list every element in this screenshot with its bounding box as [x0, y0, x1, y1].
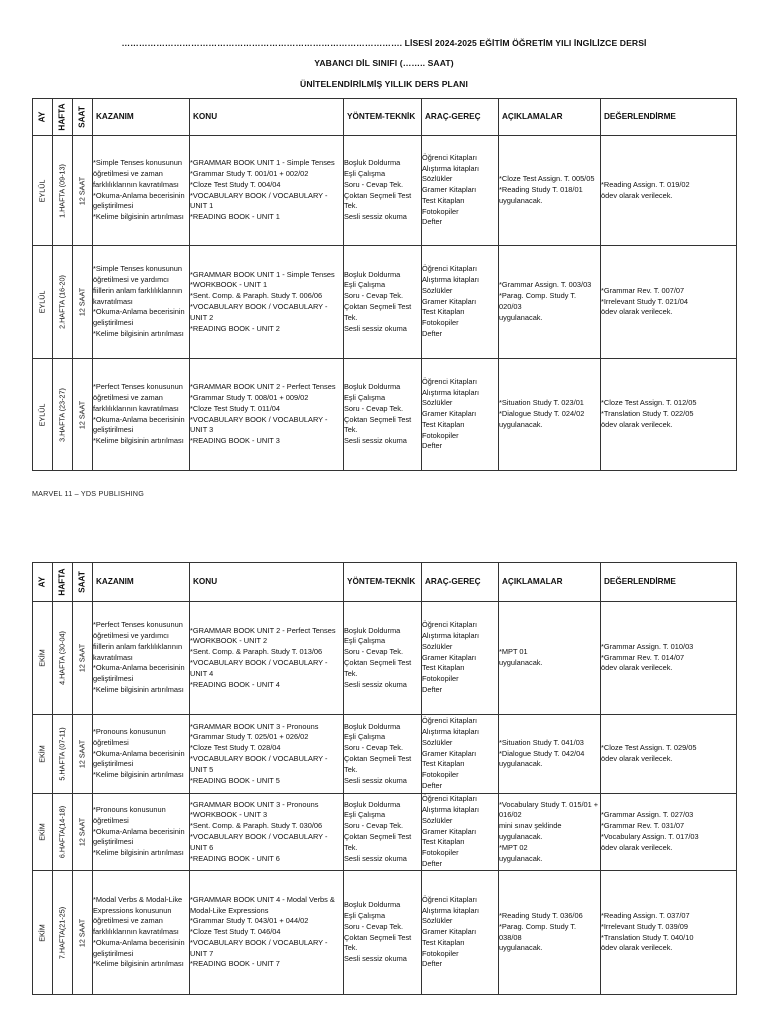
week-yontem-teknik: Boşluk Doldurma Eşli Çalışma Soru - Cevap Tek. Çoktan Seçmeli Test Tek. Sesli sessiz okuma: [344, 136, 422, 246]
header-ay: AY: [33, 563, 53, 602]
week-degerlendirme: *Cloze Test Assign. T. 029/05 ödev olarak verilecek.: [601, 715, 737, 794]
week-konu: *GRAMMAR BOOK UNIT 4 - Modal Verbs & Modal-Like Expressions *Grammar Study T. 043/01 + 044/02 *Cloze Test Study T. 046/04 *VOCABULARY BOOK / VOCABULARY - UNIT 7 *READING BOOK - UNIT 7: [190, 871, 344, 995]
week-saat: 12 SAAT: [73, 136, 93, 246]
header-yontem-teknik: YÖNTEM-TEKNİK: [344, 563, 422, 602]
header-kazanim: KAZANIM: [93, 563, 190, 602]
week-ay: EKİM: [33, 794, 53, 871]
week-row: [33, 359, 737, 471]
table-header-row: [33, 99, 737, 136]
week-degerlendirme: *Grammar Assign. T. 027/03 *Grammar Rev. T. 031/07 *Vocabulary Assign. T. 017/03 ödev olarak verilecek.: [601, 794, 737, 871]
week-hafta: 4.HAFTA (30-04): [53, 602, 73, 715]
week-yontem-teknik: Boşluk Doldurma Eşli Çalışma Soru - Cevap Tek. Çoktan Seçmeli Test Tek. Sesli sessiz okuma: [344, 715, 422, 794]
week-konu: *GRAMMAR BOOK UNIT 2 - Perfect Tenses *Grammar Study T. 008/01 + 009/02 *Cloze Test Study T. 011/04 *VOCABULARY BOOK / VOCABULARY - UNIT 3 *READING BOOK - UNIT 3: [190, 359, 344, 471]
week-ay: EYLÜL: [33, 246, 53, 359]
week-saat: 12 SAAT: [73, 794, 93, 871]
week-konu: *GRAMMAR BOOK UNIT 3 - Pronouns *WORKBOOK - UNIT 3 *Sent. Comp. & Paraph. Study T. 030/06 *VOCABULARY BOOK / VOCABULARY - UNIT 6 *READING BOOK - UNIT 6: [190, 794, 344, 871]
week-saat: 12 SAAT: [73, 359, 93, 471]
header-saat: SAAT: [73, 563, 93, 602]
document-title-line: ……………………………………………………………………………………. LİSESİ 2024-2025 EĞİTİM ÖĞRETİM YILI İNGİLİZCE DERSİ: [121, 38, 647, 48]
week-yontem-teknik: Boşluk Doldurma Eşli Çalışma Soru - Cevap Tek. Çoktan Seçmeli Test Tek. Sesli sessiz okuma: [344, 794, 422, 871]
week-row: [33, 246, 737, 359]
week-saat: 12 SAAT: [73, 246, 93, 359]
week-kazanim: *Simple Tenses konusunun öğretilmesi ve yardımcı fiillerin anlam farklılıklarının kavratılması *Okuma-Anlama becerisinin geliştirilmesi *Kelime bilgisinin artırılması: [93, 246, 190, 359]
week-yontem-teknik: Boşluk Doldurma Eşli Çalışma Soru - Cevap Tek. Çoktan Seçmeli Test Tek. Sesli sessiz okuma: [344, 871, 422, 995]
week-arac-gerec: Öğrenci Kitapları Alıştırma kitapları Sözlükler Gramer Kitapları Test Kitapları Fotokopiler Defter: [422, 602, 499, 715]
week-degerlendirme: *Cloze Test Assign. T. 012/05 *Translation Study T. 022/05 ödev olarak verilecek.: [601, 359, 737, 471]
week-arac-gerec: Öğrenci Kitapları Alıştırma kitapları Sözlükler Gramer Kitapları Test Kitapları Fotokopiler Defter: [422, 246, 499, 359]
header-konu: KONU: [190, 563, 344, 602]
week-kazanim: *Modal Verbs & Modal-Like Expressions konusunun öğretilmesi ve zaman farklılıklarının kavratılması *Okuma-Anlama becerisinin geliştirilmesi *Kelime bilgisinin artırılması: [93, 871, 190, 995]
publisher-footer: MARVEL 11 – YDS PUBLISHING: [32, 489, 144, 498]
week-hafta: 1.HAFTA (09-13): [53, 136, 73, 246]
week-kazanim: *Perfect Tenses konusunun öğretilmesi ve zaman farklılıklarının kavratılması *Okuma-Anlama becerisinin geliştirilmesi *Kelime bilgisinin artırılması: [93, 359, 190, 471]
week-ay: EKİM: [33, 602, 53, 715]
header-aciklamalar: AÇIKLAMALAR: [499, 563, 601, 602]
week-arac-gerec: Öğrenci Kitapları Alıştırma kitapları Sözlükler Gramer Kitapları Test Kitapları Fotokopiler Defter: [422, 871, 499, 995]
week-hafta: 3.HAFTA (23-27): [53, 359, 73, 471]
week-arac-gerec: Öğrenci Kitapları Alıştırma kitapları Sözlükler Gramer Kitapları Test Kitapları Fotokopiler Defter: [422, 794, 499, 871]
table-header-row: [33, 563, 737, 602]
week-aciklamalar: *Cloze Test Assign. T. 005/05 *Reading Study T. 018/01 uygulanacak.: [499, 136, 601, 246]
week-arac-gerec: Öğrenci Kitapları Alıştırma kitapları Sözlükler Gramer Kitapları Test Kitapları Fotokopiler Defter: [422, 359, 499, 471]
week-aciklamalar: *Situation Study T. 041/03 *Dialogue Study T. 042/04 uygulanacak.: [499, 715, 601, 794]
header-hafta: HAFTA: [53, 563, 73, 602]
week-row: [33, 136, 737, 246]
header-arac-gerec: ARAÇ-GEREÇ: [422, 99, 499, 136]
header-degerlendirme: DEĞERLENDİRME: [601, 563, 737, 602]
header-aciklamalar: AÇIKLAMALAR: [499, 99, 601, 136]
week-yontem-teknik: Boşluk Doldurma Eşli Çalışma Soru - Cevap Tek. Çoktan Seçmeli Test Tek. Sesli sessiz okuma: [344, 602, 422, 715]
plan-title: ÜNİTELENDİRİLMİŞ YILLIK DERS PLANI: [300, 79, 468, 89]
week-ay: EKİM: [33, 871, 53, 995]
week-yontem-teknik: Boşluk Doldurma Eşli Çalışma Soru - Cevap Tek. Çoktan Seçmeli Test Tek. Sesli sessiz okuma: [344, 246, 422, 359]
week-row: [33, 794, 737, 871]
week-ay: EKİM: [33, 715, 53, 794]
week-row: [33, 715, 737, 794]
class-hours-line: YABANCI DİL SINIFI (…….. SAAT): [314, 58, 454, 68]
week-kazanim: *Pronouns konusunun öğretilmesi *Okuma-Anlama becerisinin geliştirilmesi *Kelime bilgisinin artırılması: [93, 794, 190, 871]
week-aciklamalar: *Situation Study T. 023/01 *Dialogue Study T. 024/02 uygulanacak.: [499, 359, 601, 471]
header-hafta: HAFTA: [53, 99, 73, 136]
week-aciklamalar: *Vocabulary Study T. 015/01 + 016/02 mini sınav şeklinde uygulanacak. *MPT 02 uygulanacak.: [499, 794, 601, 871]
week-hafta: 2.HAFTA (16-20): [53, 246, 73, 359]
week-arac-gerec: Öğrenci Kitapları Alıştırma kitapları Sözlükler Gramer Kitapları Test Kitapları Fotokopiler Defter: [422, 715, 499, 794]
week-konu: *GRAMMAR BOOK UNIT 1 - Simple Tenses *WORKBOOK - UNIT 1 *Sent. Comp. & Paraph. Study T. 006/06 *VOCABULARY BOOK / VOCABULARY - UNIT 2 *READING BOOK - UNIT 2: [190, 246, 344, 359]
week-degerlendirme: *Reading Assign. T. 037/07 *Irrelevant Study T. 039/09 *Translation Study T. 040/10 ödev olarak verilecek.: [601, 871, 737, 995]
header-degerlendirme: DEĞERLENDİRME: [601, 99, 737, 136]
week-row: [33, 871, 737, 995]
yearly-plan-table-1: [32, 98, 737, 471]
week-aciklamalar: *MPT 01 uygulanacak.: [499, 602, 601, 715]
week-ay: EYLÜL: [33, 359, 53, 471]
header-kazanim: KAZANIM: [93, 99, 190, 136]
week-degerlendirme: *Reading Assign. T. 019/02 ödev olarak verilecek.: [601, 136, 737, 246]
week-degerlendirme: *Grammar Assign. T. 010/03 *Grammar Rev. T. 014/07 ödev olarak verilecek.: [601, 602, 737, 715]
week-konu: *GRAMMAR BOOK UNIT 2 - Perfect Tenses *WORKBOOK - UNIT 2 *Sent. Comp. & Paraph. Study T. 013/06 *VOCABULARY BOOK / VOCABULARY - UNIT 4 *READING BOOK - UNIT 4: [190, 602, 344, 715]
header-arac-gerec: ARAÇ-GEREÇ: [422, 563, 499, 602]
week-degerlendirme: *Grammar Rev. T. 007/07 *Irrelevant Study T. 021/04 ödev olarak verilecek.: [601, 246, 737, 359]
week-hafta: 5.HAFTA (07-11): [53, 715, 73, 794]
week-arac-gerec: Öğrenci Kitapları Alıştırma kitapları Sözlükler Gramer Kitapları Test Kitapları Fotokopiler Defter: [422, 136, 499, 246]
week-aciklamalar: *Grammar Assign. T. 003/03 *Parag. Comp. Study T. 020/03 uygulanacak.: [499, 246, 601, 359]
header-ay: AY: [33, 99, 53, 136]
week-konu: *GRAMMAR BOOK UNIT 3 - Pronouns *Grammar Study T. 025/01 + 026/02 *Cloze Test Study T. 028/04 *VOCABULARY BOOK / VOCABULARY - UNIT 5 *READING BOOK - UNIT 5: [190, 715, 344, 794]
week-yontem-teknik: Boşluk Doldurma Eşli Çalışma Soru - Cevap Tek. Çoktan Seçmeli Test Tek. Sesli sessiz okuma: [344, 359, 422, 471]
week-saat: 12 SAAT: [73, 602, 93, 715]
week-kazanim: *Pronouns konusunun öğretilmesi *Okuma-Anlama becerisinin geliştirilmesi *Kelime bilgisinin artırılması: [93, 715, 190, 794]
week-saat: 12 SAAT: [73, 871, 93, 995]
header-yontem-teknik: YÖNTEM-TEKNİK: [344, 99, 422, 136]
header-saat: SAAT: [73, 99, 93, 136]
yearly-plan-table-2: [32, 562, 737, 995]
week-ay: EYLÜL: [33, 136, 53, 246]
week-aciklamalar: *Reading Study T. 036/06 *Parag. Comp. Study T. 038/08 uygulanacak.: [499, 871, 601, 995]
week-kazanim: *Simple Tenses konusunun öğretilmesi ve zaman farklılıklarının kavratılması *Okuma-Anlama becerisinin geliştirilmesi *Kelime bilgisinin artırılması: [93, 136, 190, 246]
week-hafta: 7.HAFTA(21-25): [53, 871, 73, 995]
header-konu: KONU: [190, 99, 344, 136]
week-kazanim: *Perfect Tenses konusunun öğretilmesi ve yardımcı fiillerin anlam farklılıklarının kavratılması *Okuma-Anlama becerisinin geliştirilmesi *Kelime bilgisinin artırılması: [93, 602, 190, 715]
week-konu: *GRAMMAR BOOK UNIT 1 - Simple Tenses *Grammar Study T. 001/01 + 002/02 *Cloze Test Study T. 004/04 *VOCABULARY BOOK / VOCABULARY - UNIT 1 *READING BOOK - UNIT 1: [190, 136, 344, 246]
week-saat: 12 SAAT: [73, 715, 93, 794]
week-row: [33, 602, 737, 715]
week-hafta: 6.HAFTA(14-18): [53, 794, 73, 871]
